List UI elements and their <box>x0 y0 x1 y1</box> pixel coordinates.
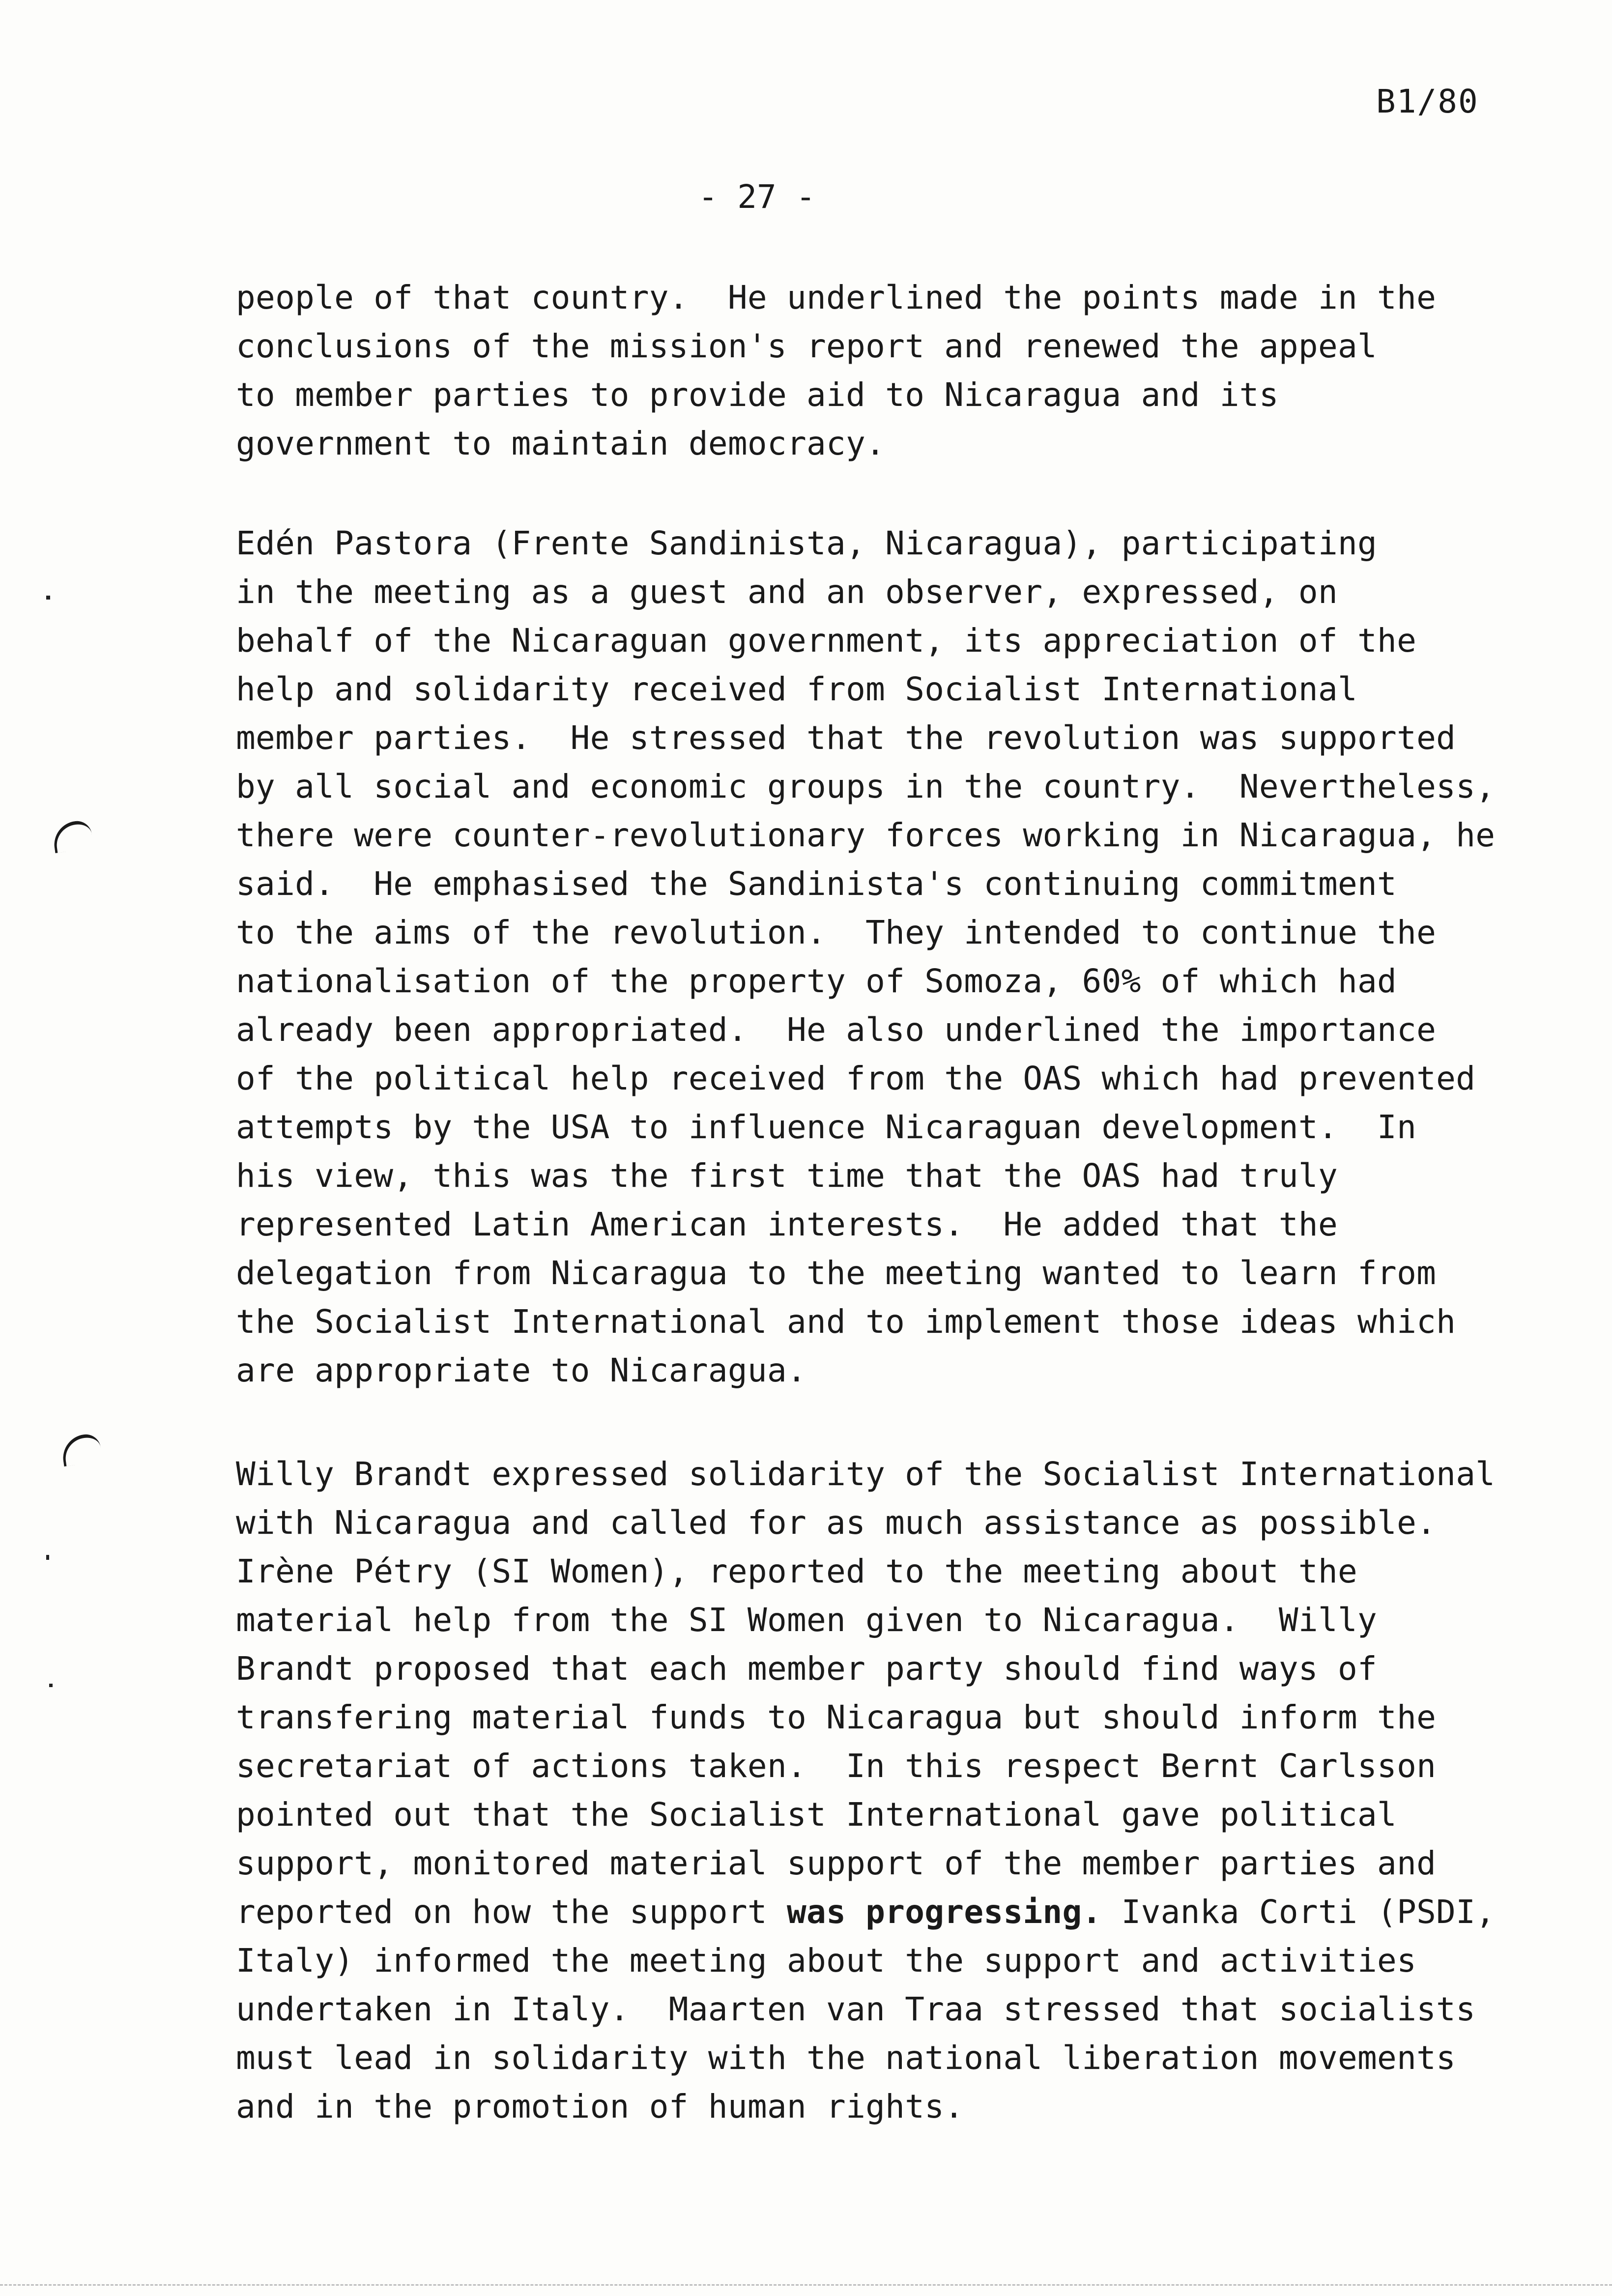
text-line: help and solidarity received from Socialist International <box>236 670 1358 708</box>
text-line: Brandt proposed that each member party should find ways of <box>236 1650 1378 1688</box>
paragraph-2 <box>236 519 1563 1395</box>
text-line: Edén Pastora (Frente Sandinista, Nicaragua), participating <box>236 524 1378 562</box>
document-reference: B1/80 <box>1376 83 1479 120</box>
text-line: nationalisation of the property of Somoza, 60% of which had <box>236 962 1397 1000</box>
bold-text-fragment: was progressing. <box>787 1893 1102 1931</box>
punch-hole-mark-lower <box>60 1433 102 1466</box>
text-line: are appropriate to Nicaragua. <box>236 1351 807 1389</box>
text-line: the Socialist International and to implement those ideas which <box>236 1303 1456 1341</box>
text-line-with-bold <box>236 1888 1563 1936</box>
text-line: government to maintain democracy. <box>236 425 886 462</box>
text-line: there were counter-revolutionary forces working in Nicaragua, he <box>236 816 1496 854</box>
text-line: Italy) informed the meeting about the support and activities <box>236 1942 1417 1980</box>
paragraph-3 <box>236 1450 1563 2131</box>
text-line: his view, this was the first time that the OAS had truly <box>236 1157 1338 1195</box>
text-line: must lead in solidarity with the national liberation movements <box>236 2039 1456 2077</box>
text-line: secretariat of actions taken. In this respect Bernt Carlsson <box>236 1747 1437 1785</box>
text-fragment: reported on how the support <box>236 1893 787 1931</box>
scan-speck <box>46 1555 49 1560</box>
scan-speck <box>46 596 50 600</box>
text-line: in the meeting as a guest and an observer, expressed, on <box>236 573 1338 611</box>
text-line: delegation from Nicaragua to the meeting wanted to learn from <box>236 1254 1437 1292</box>
text-line: and in the promotion of human rights. <box>236 2088 964 2125</box>
text-line: member parties. He stressed that the revolution was supported <box>236 719 1456 757</box>
text-line: Irène Pétry (SI Women), reported to the meeting about the <box>236 1552 1358 1590</box>
text-line: by all social and economic groups in the country. Nevertheless, <box>236 768 1496 805</box>
scan-speck <box>49 1684 53 1687</box>
paragraph-1 <box>236 273 1563 468</box>
text-line: undertaken in Italy. Maarten van Traa stressed that socialists <box>236 1990 1476 2028</box>
text-line: of the political help received from the OAS which had prevented <box>236 1060 1476 1097</box>
page-number: - 27 - <box>698 178 816 216</box>
text-fragment: Ivanka Corti (PSDI, <box>1101 1893 1496 1931</box>
scan-edge-line <box>0 2284 1612 2286</box>
text-line: pointed out that the Socialist International gave political <box>236 1796 1397 1834</box>
punch-hole-mark-upper <box>51 819 93 853</box>
text-line: conclusions of the mission's report and renewed the appeal <box>236 327 1378 365</box>
text-line: support, monitored material support of the member parties and <box>236 1844 1437 1882</box>
text-line: transfering material funds to Nicaragua but should inform the <box>236 1698 1437 1736</box>
text-line: represented Latin American interests. He added that the <box>236 1205 1338 1243</box>
text-line: said. He emphasised the Sandinista's continuing commitment <box>236 865 1397 903</box>
text-line: material help from the SI Women given to Nicaragua. Willy <box>236 1601 1378 1639</box>
text-line: people of that country. He underlined the points made in the <box>236 279 1437 316</box>
text-line: Willy Brandt expressed solidarity of the Socialist International <box>236 1455 1496 1493</box>
text-line: to member parties to provide aid to Nicaragua and its <box>236 376 1279 414</box>
text-line: attempts by the USA to influence Nicaraguan development. In <box>236 1108 1417 1146</box>
text-line: to the aims of the revolution. They intended to continue the <box>236 914 1437 951</box>
text-line: behalf of the Nicaraguan government, its appreciation of the <box>236 622 1417 660</box>
text-line: with Nicaragua and called for as much assistance as possible. <box>236 1504 1437 1542</box>
text-line: already been appropriated. He also underlined the importance <box>236 1011 1437 1049</box>
